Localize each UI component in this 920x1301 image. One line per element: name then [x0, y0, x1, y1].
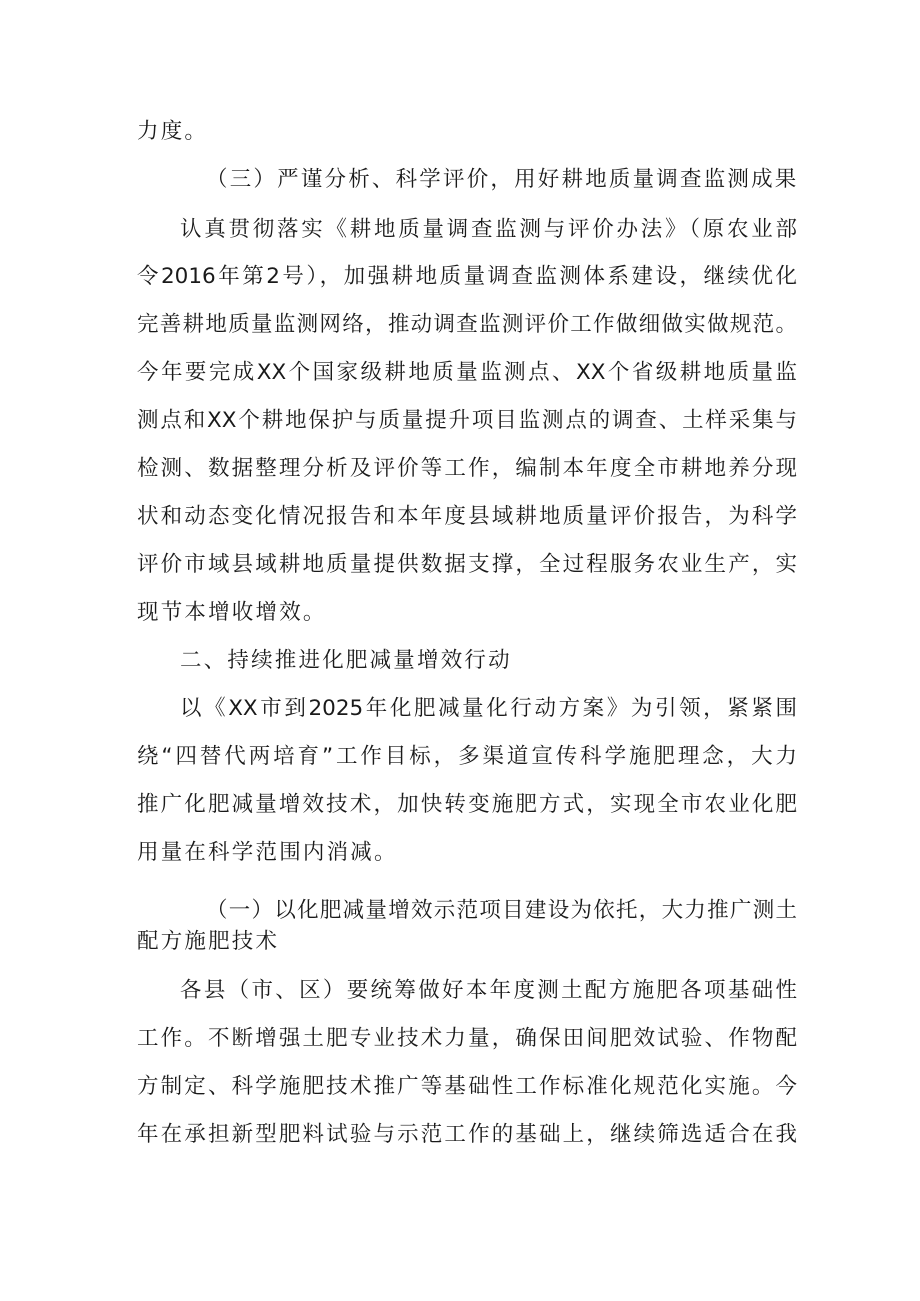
text-line: 力度。: [137, 119, 209, 144]
text-line: 用量在科学范围内消减。: [137, 840, 398, 865]
text-line: 今年要完成XX个国家级耕地质量监测点、XX个省级耕地质量监: [137, 360, 797, 385]
text-line: 绕“四替代两培育”工作目标，多渠道宣传科学施肥理念，大力: [137, 744, 797, 769]
text-line: 以《XX市到2025年化肥减量化行动方案》为引领，紧紧围: [180, 696, 797, 721]
section-heading: 二、持续推进化肥减量增效行动: [180, 648, 512, 673]
text-line: 测点和XX个耕地保护与质量提升项目监测点的调查、土样采集与: [137, 408, 797, 433]
text-line: 各县（市、区）要统筹做好本年度测土配方施肥各项基础性: [180, 978, 797, 1003]
text-line: 完善耕地质量监测网络，推动调查监测评价工作做细做实做规范。: [137, 312, 797, 337]
text-line: 认真贯彻落实《耕地质量调查监测与评价办法》（原农业部: [180, 217, 797, 242]
text-line: 方制定、科学施肥技术推广等基础性工作标准化规范化实施。今: [137, 1074, 797, 1099]
section-heading: 配方施肥技术: [137, 929, 280, 954]
text-line: 评价市域县域耕地质量提供数据支撑，全过程服务农业生产，实: [137, 552, 797, 577]
text-line: 推广化肥减量增效技术，加快转变施肥方式，实现全市农业化肥: [137, 792, 797, 817]
text-line: 令2016年第2号），加强耕地质量调查监测体系建设，继续优化: [137, 264, 797, 289]
section-heading: （一）以化肥减量增效示范项目建设为依托，大力推广测土: [206, 898, 797, 923]
text-line: 工作。不断增强土肥专业技术力量，确保田间肥效试验、作物配: [137, 1026, 797, 1051]
text-line: 年在承担新型肥料试验与示范工作的基础上，继续筛选适合在我: [137, 1122, 797, 1147]
section-heading: （三）严谨分析、科学评价，用好耕地质量调查监测成果: [206, 167, 799, 192]
text-line: 检测、数据整理分析及评价等工作，编制本年度全市耕地养分现: [137, 456, 797, 481]
text-line: 现节本增收增效。: [137, 600, 327, 625]
text-line: 状和动态变化情况报告和本年度县域耕地质量评价报告，为科学: [137, 504, 797, 529]
